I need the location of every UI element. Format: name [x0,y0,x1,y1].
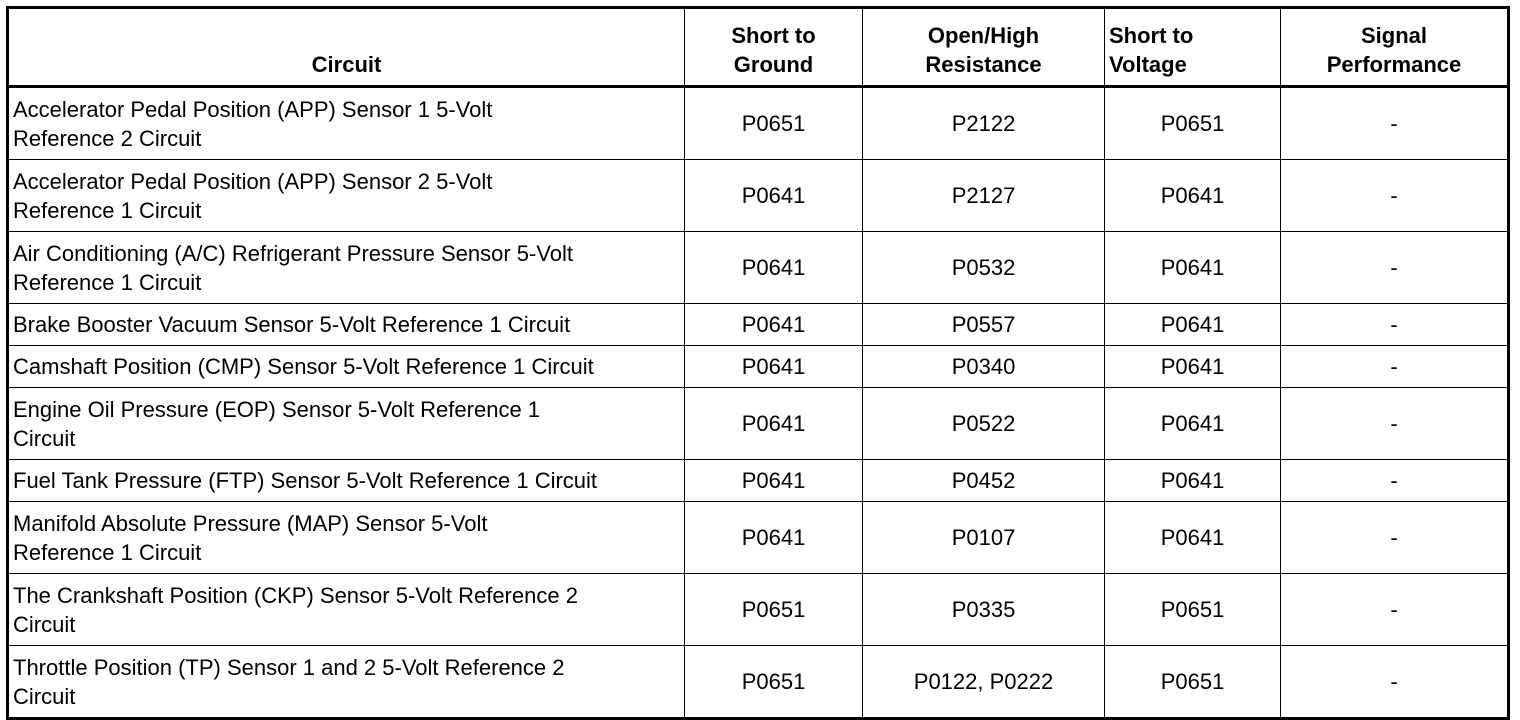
signal-performance-cell: - [1281,87,1509,160]
signal-performance-cell: - [1281,232,1509,304]
short-to-ground-cell: P0641 [685,346,863,388]
open-high-resistance-cell: P0122, P0222 [863,646,1105,719]
short-to-ground-cell: P0641 [685,304,863,346]
open-high-resistance-cell: P0532 [863,232,1105,304]
open-high-resistance-cell: P2122 [863,87,1105,160]
dtc-table [6,6,1510,720]
open-high-resistance-cell: P2127 [863,160,1105,232]
short-to-ground-cell: P0641 [685,460,863,502]
circuit-cell: Brake Booster Vacuum Sensor 5-Volt Reference 1 Circuit [8,304,685,346]
short-to-voltage-cell: P0651 [1105,574,1281,646]
circuit-cell: Throttle Position (TP) Sensor 1 and 2 5-Volt Reference 2 Circuit [8,646,685,719]
short-to-voltage-cell: P0651 [1105,87,1281,160]
table-row [8,346,1509,388]
open-high-resistance-cell: P0522 [863,388,1105,460]
signal-performance-cell: - [1281,160,1509,232]
short-to-voltage-cell: P0641 [1105,388,1281,460]
open-high-resistance-cell: P0340 [863,346,1105,388]
signal-performance-cell: - [1281,304,1509,346]
short-to-ground-cell: P0651 [685,87,863,160]
column-header-short-to-ground: Short to Ground [685,8,863,87]
short-to-voltage-cell: P0641 [1105,304,1281,346]
circuit-cell: Manifold Absolute Pressure (MAP) Sensor 5-Volt Reference 1 Circuit [8,502,685,574]
circuit-cell: The Crankshaft Position (CKP) Sensor 5-Volt Reference 2 Circuit [8,574,685,646]
table-row [8,304,1509,346]
table-row [8,502,1509,574]
short-to-voltage-cell: P0641 [1105,232,1281,304]
circuit-cell: Accelerator Pedal Position (APP) Sensor 1 5-Volt Reference 2 Circuit [8,87,685,160]
short-to-voltage-cell: P0641 [1105,460,1281,502]
open-high-resistance-cell: P0107 [863,502,1105,574]
circuit-cell: Fuel Tank Pressure (FTP) Sensor 5-Volt Reference 1 Circuit [8,460,685,502]
table-row [8,388,1509,460]
circuit-cell: Engine Oil Pressure (EOP) Sensor 5-Volt Reference 1 Circuit [8,388,685,460]
open-high-resistance-cell: P0335 [863,574,1105,646]
table-row [8,160,1509,232]
short-to-ground-cell: P0651 [685,646,863,719]
short-to-ground-cell: P0641 [685,160,863,232]
column-header-signal-performance: Signal Performance [1281,8,1509,87]
signal-performance-cell: - [1281,460,1509,502]
short-to-ground-cell: P0641 [685,232,863,304]
short-to-ground-cell: P0641 [685,502,863,574]
signal-performance-cell: - [1281,502,1509,574]
signal-performance-cell: - [1281,346,1509,388]
signal-performance-cell: - [1281,574,1509,646]
header-row [8,8,1509,87]
circuit-cell: Air Conditioning (A/C) Refrigerant Pressure Sensor 5-Volt Reference 1 Circuit [8,232,685,304]
signal-performance-cell: - [1281,646,1509,719]
short-to-voltage-cell: P0641 [1105,502,1281,574]
open-high-resistance-cell: P0557 [863,304,1105,346]
column-header-open-high-resistance: Open/High Resistance [863,8,1105,87]
table-row [8,87,1509,160]
short-to-voltage-cell: P0651 [1105,646,1281,719]
short-to-voltage-cell: P0641 [1105,160,1281,232]
circuit-cell: Accelerator Pedal Position (APP) Sensor 2 5-Volt Reference 1 Circuit [8,160,685,232]
table-row [8,232,1509,304]
table-row [8,574,1509,646]
open-high-resistance-cell: P0452 [863,460,1105,502]
short-to-voltage-cell: P0641 [1105,346,1281,388]
signal-performance-cell: - [1281,388,1509,460]
short-to-ground-cell: P0651 [685,574,863,646]
table-row [8,646,1509,719]
short-to-ground-cell: P0641 [685,388,863,460]
circuit-cell: Camshaft Position (CMP) Sensor 5-Volt Reference 1 Circuit [8,346,685,388]
column-header-circuit: Circuit [8,8,685,87]
table-row [8,460,1509,502]
column-header-short-to-voltage: Short to Voltage [1105,8,1281,87]
